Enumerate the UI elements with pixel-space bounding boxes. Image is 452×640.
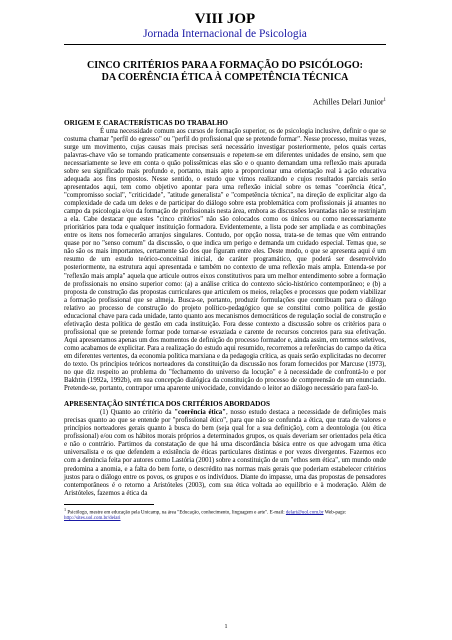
footnote-text: Psicólogo, mestre em educação pela Unicamp, na área "Educação, conhecimento, linguagem e arte". E-mail:	[67, 510, 286, 516]
section-body-origin: É uma necessidade comum aos cursos de formação superior, os de psicologia inclusive, definir o que se costuma chamar "perfil do egresso" ou "perfil do profissional que se pretende formar". Nesse processo, muitas vezes, surge um movimento, cujas causas mais precisas será necessário investigar posteriormente, pelos quais certas palavras-chave vão se tornando praticamente consensuais e repetem-se em diferentes unidades de ensino, sem que necessariamente se leve em conta o quão polissêmicas elas são e o quanto demandam uma reflexão mais apurada sobre seu significado mais profundo e, portanto, mais apto a proporcionar uma orientação real à ação educativa adequada aos fins propostos. Nesse sentido, o estudo que vimos realizando e cujos resultados parciais serão apresentados aqui, tem como objetivo apontar para uma reflexão inicial sobre os temas "coerência ética", "compromisso social", "criticidade", "atitude generalista" e "competência técnica", na direção de explicitar algo da complexidade de cada um deles e de participar do diálogo sobre esta problemática com profissionais já atuantes no campo da psicologia e/ou da formação de profissionais nesta área, embora as discussões levantadas não se restrinjam a ela. Cabe destacar que estes "cinco critérios" não são colocados como os únicos ou como necessariamente prioritários para toda e qualquer instituição formadora. Evidentemente, a lista pode ser ampliada e as combinações entre os itens nos fornecerão arranjos singulares. Contudo, por opção nossa, trata-se de temas que vêm entrando quase por no "senso comum" da discussão, o que indica um perigo e demanda um cuidado especial. Temas que, se não são os mais importantes, certamente são dos que figuram entre eles. Deste modo, o que se apresenta aqui é um resumo de um estudo teórico-conceitual inicial, de caráter programático, que poderá ser desenvolvido posteriormente, na estrutura aqui apresentada e também no contexto de uma reflexão mais ampla. Entenda-se por "reflexão mais ampla" aquela que articule outros eixos constitutivos para um melhor entendimento sobre a formação de profissionais no ensino superior como: (a) a análise crítica do contexto sócio-histórico contemporâneo; e (b) a proposta de construção das propostas curriculares que articulem os meios, relações e processos que podem viabilizar a formação profissional que se almeja. Busca-se, portanto, produzir formulações que contribuam para o diálogo relativo ao processo de construção do projeto político-pedagógico que se constitui como política de gestão educacional chave para cada unidade, tanto quanto aos mecanismos democráticos de regulação social de construção e efetivação desta política de gestão em cada instituição. Fora desse contexto a discussão sobre os critérios para o profissional que se pretende formar pode tornar-se esvaziada e carente de recursos concretos para sua efetivação. Aqui apresentamos apenas um dos momentos de definição do processo formador e, ainda assim, em termos seletivos, como acabamos de explicitar. Para a realização do estudo aqui resumido, recorremos a referências do campo da ética em diferentes vertentes, da economia política marxiana e da pedagogia crítica, as quais serão explicitadas no decorrer do texto. Os princípios teóricos norteadores da constituição da discussão nos foram fornecidos por Marcuse (1973), no que diz respeito ao problema do "fechamento do universo da locução" e à necessidade de confrontá-lo e por Bakhtin (1992a, 1992b), em sua concepção dialógica da constituição do processo de compreensão de um enunciado. Pretende-se, portanto, contrapor uma aparente univocidade, convidando o leitor ao diálogo necessário para fazê-lo.	[64, 127, 386, 393]
section-body-criteria	[64, 409, 386, 498]
header-rule	[64, 44, 386, 45]
section-heading-criteria: APRESENTAÇÃO SINTÉTICA DOS CRITÉRIOS ABORDADOS	[64, 400, 270, 409]
footnote-webpage-link[interactable]: http://sites.uol.com.br/delari	[64, 516, 121, 522]
footnote-email-link[interactable]: delari@uol.com.br	[285, 510, 324, 516]
author-footnote-marker: 1	[383, 98, 386, 103]
footnote-text-2: Web-page:	[323, 510, 347, 516]
page-number: 1	[224, 624, 228, 630]
paper-title	[64, 60, 386, 84]
footnote-marker: 1	[64, 506, 67, 512]
criteria-lead: (1) Quanto ao critério da	[100, 409, 175, 417]
author-name: Achilles Delari Junior	[312, 97, 384, 107]
conference-title: VIII JOP	[194, 11, 256, 27]
footnote	[64, 507, 386, 523]
author-line	[64, 96, 386, 108]
section-heading-origin: ORIGEM E CARACTERÍSTICAS DO TRABALHO	[64, 118, 229, 127]
conference-header	[64, 0, 386, 45]
criteria-text: , nosso estudo destaca a necessidade de definições mais precisas quanto ao que se entende por "profissional ético", para que não se confunda a ética, que trata de valores e princípios norteadores gerais quanto à busca do bem (seja qual for a sua definição), com a deontologia (ou ética profissional) e/ou com os hábitos morais próprios a determinados grupos, os quais deveriam ser orientados pela ética e não o contrário. Partimos da constatação de que há uma discordância básica entre os que advogam uma ética universalista e os que defendem a existência de éticas particulares distintas e por vezes divergentes. Fazemos eco com a denúncia feita por autores como Lastória (2001) sobre a constituição de um "ethos sem ética", um mundo onde predomina a anomia, e a falta do bem forte, o descrédito nas normas mais gerais que poderiam estabelecer critérios justos para o diálogo entre os povos, os grupos e os indivíduos. Diante do impasse, uma das propostas de pensadores contemporâneos é o retorno a Aristóteles (2003), com sua ética voltada ao equilíbrio e à moderação. Além de Aristóteles, fazemos a ética da	[64, 409, 386, 497]
footnote-rule	[64, 504, 154, 505]
conference-subtitle: Jornada Internacional de Psicologia	[143, 28, 307, 40]
criteria-bold-term: "coerência ética"	[174, 409, 226, 417]
paper-title-line-1: CINCO CRITÉRIOS PARA A FORMAÇÃO DO PSICÓLOGO:	[87, 60, 363, 71]
paper-title-line-2: DA COERÊNCIA ÉTICA À COMPETÊNCIA TÉCNICA	[101, 72, 349, 83]
